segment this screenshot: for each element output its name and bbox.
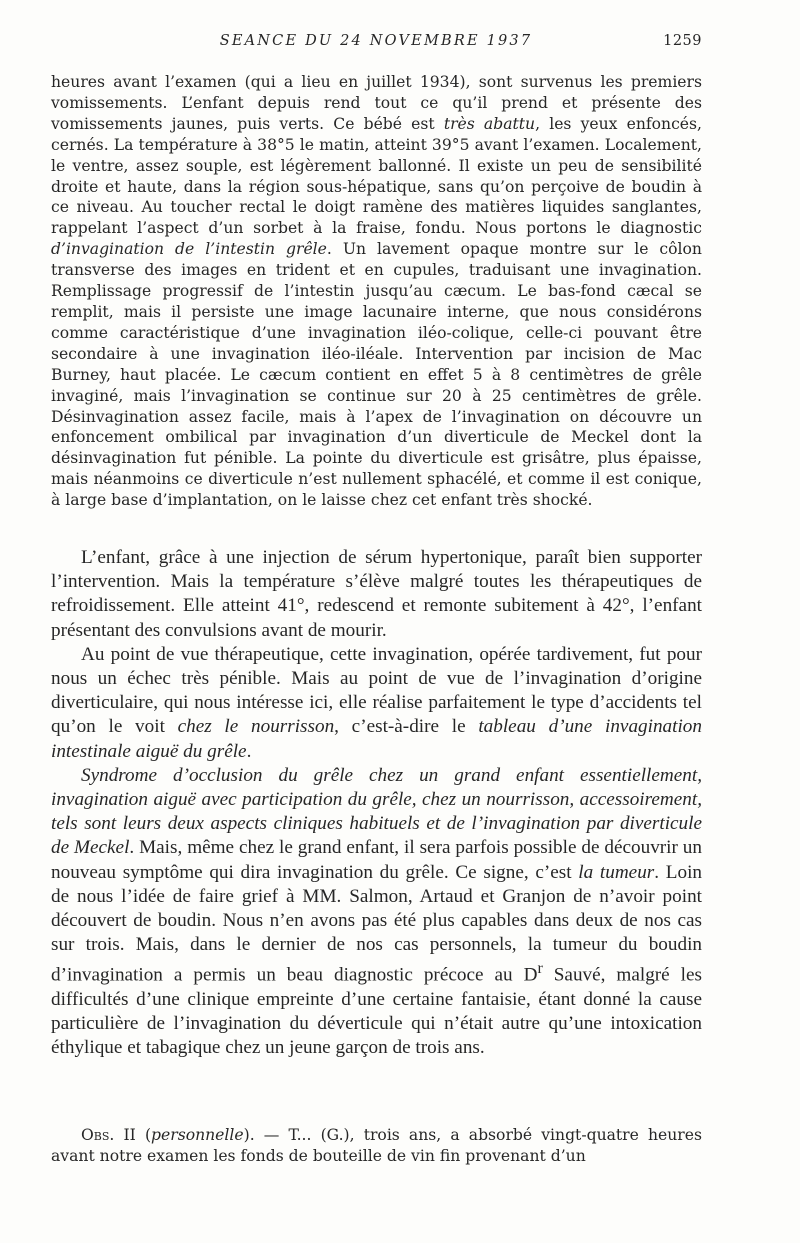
paragraph-outcome: L’enfant, grâce à une injection de sérum hypertonique, paraît bien supporter l’intervention. Mais la température s’élève malgré toutes les thérapeutiques de refroidissement. Elle atteint 41°, redescend et remonte subitement à 42°, l’enfant présentant des convulsions avant de mourir. xyxy=(51,547,702,641)
body-text xyxy=(51,546,702,1061)
page-number: 1259 xyxy=(663,33,702,49)
observation-one-continued xyxy=(51,72,702,511)
page-header xyxy=(50,33,702,57)
observation-label: Obs. II xyxy=(81,1126,136,1144)
case-report-paragraph: heures avant l’examen (qui a lieu en juillet 1934), sont survenus les premiers vomissements. L’enfant depuis rend tout ce qu’il prend et présente des vomissements jaunes, puis verts. Ce bébé est très abattu, les yeux enfoncés, cernés. La température à 38°5 le matin, atteint 39°5 avant l’examen. Localement, le ventre, assez souple, est légèrement ballonné. Il existe un peu de sensibilité droite et haute, dans la région sous-hépatique, sans qu’on perçoive de boudin à ce niveau. Au toucher rectal le doigt ramène des matières liquides sanglantes, rappelant l’aspect d’un sorbet à la fraise, fondu. Nous portons le diagnostic d’invagination de l’intestin grêle. Un lavement opaque montre sur le côlon transverse des images en trident et en cupules, traduisant une invagination. Remplissage progressif de l’intestin jusqu’au cæcum. Le bas-fond cæcal se remplit, mais il persiste une image lacunaire interne, que nous considérons comme caractéristique d’une invagination iléo-colique, celle-ci pouvant être secondaire à une invagination iléo-iléale. Intervention par incision de Mac Burney, haut placée. Le cæcum contient en effet 5 à 8 centimètres de grêle invaginé, mais l’invagination se continue sur 20 à 25 centimètres de grêle. Désinvagination assez facile, mais à l’apex de l’invagination on découvre un enfoncement ombilical par invagination d’un diverticule de Meckel dont la désinvagination fut pénible. La pointe du diverticule est grisâtre, plus épaisse, mais néanmoins ce diverticule n’est nullement sphacélé, et comme il est conique, à large base d’implantation, on le laisse chez cet enfant très shocké. xyxy=(51,73,702,510)
running-head: SEANCE DU 24 NOVEMBRE 1937 xyxy=(219,33,533,49)
paragraph-syndrome: Syndrome d’occlusion du grêle chez un grand enfant essentiellement, invagination aiguë avec participation du grêle, chez un nourrisson, accessoirement, tels sont leurs deux aspects cliniques habituels et de l’invagination par diverticule de Meckel. Mais, même chez le grand enfant, il sera parfois possible de découvrir un nouveau symptôme qui dira invagination du grêle. Ce signe, c’est la tumeur. Loin de nous l’idée de faire grief à MM. Salmon, Artaud et Granjon de n’avoir point découvert de boudin. Nous n’en avons pas été plus capables dans deux de nos cas sur trois. Mais, dans le dernier de nos cas personnels, la tumeur du boudin d’invagination a permis un beau diagnostic précoce au $D^r$ Sauvé, malgré les difficultés d’une clinique empreinte d’une certaine fantaisie, étant donné la cause particulière de l’invagination du déverticule qui n’était autre qu’une intoxication éthylique et tabagique chez un jeune garçon de trois ans. xyxy=(51,764,703,1059)
observation-two xyxy=(51,1125,702,1167)
observation-two-paragraph: Obs. II (personnelle). — T... (G.), trois ans, a absorbé vingt-quatre heures avant notre examen les fonds de bouteille de vin fin provenant d’un xyxy=(51,1126,702,1165)
paragraph-therapeutic: Au point de vue thérapeutique, cette invagination, opérée tardivement, fut pour nous un échec très pénible. Mais au point de vue de l’invagination d’origine diverticulaire, qui nous intéresse ici, elle réalise parfaitement le type d’accidents tel qu’on le voit chez le nourrisson, c’est-à-dire le tableau d’une invagination intestinale aiguë du grêle. xyxy=(51,643,702,762)
